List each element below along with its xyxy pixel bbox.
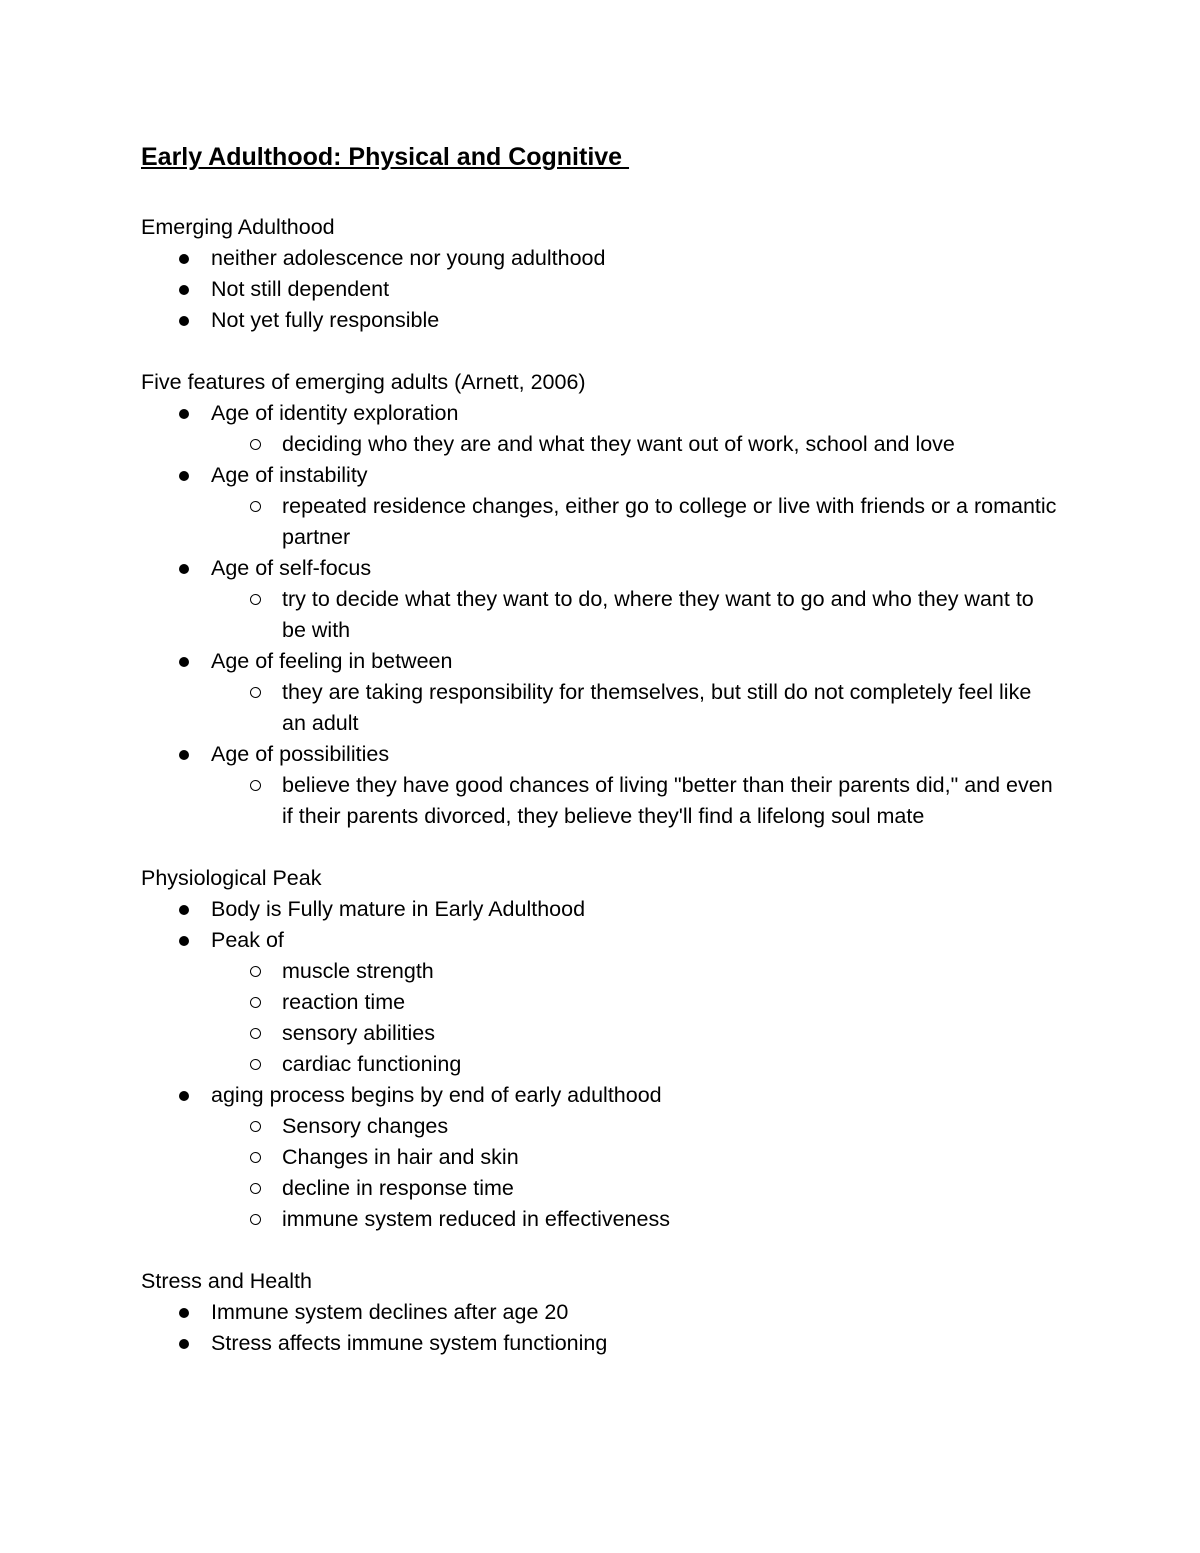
hollow-bullet-icon bbox=[250, 997, 261, 1008]
list-item-text: Not still dependent bbox=[211, 277, 390, 301]
sub-list-item bbox=[141, 491, 1061, 553]
hollow-bullet-icon bbox=[250, 594, 261, 605]
section bbox=[141, 367, 1061, 832]
list-item bbox=[141, 305, 1061, 336]
sub-bullet-list bbox=[211, 677, 1061, 739]
sub-list-item bbox=[141, 770, 1061, 832]
list-item bbox=[141, 1080, 1061, 1235]
sub-list-item bbox=[141, 677, 1061, 739]
sub-list-item-text: decline in response time bbox=[282, 1176, 514, 1200]
list-item-text: Immune system declines after age 20 bbox=[211, 1300, 569, 1324]
sub-list-item bbox=[141, 1204, 1061, 1235]
sub-list-item-text: reaction time bbox=[282, 990, 406, 1014]
sub-list-item bbox=[141, 956, 1061, 987]
hollow-bullet-icon bbox=[250, 687, 261, 698]
sub-list-item-text: deciding who they are and what they want out of work, school and love bbox=[282, 432, 955, 456]
sub-list-item-text: repeated residence changes, either go to college or live with friends or a romantic partner bbox=[282, 494, 1057, 549]
sub-list-item-text: believe they have good chances of living "better than their parents did," and even if their parents divorced, they believe they'll find a lifelong soul mate bbox=[282, 773, 1053, 828]
list-item bbox=[141, 894, 1061, 925]
hollow-bullet-icon bbox=[250, 780, 261, 791]
list-item bbox=[141, 646, 1061, 739]
sub-list-item-text: Sensory changes bbox=[282, 1114, 449, 1138]
hollow-bullet-icon bbox=[250, 1059, 261, 1070]
sub-list-item bbox=[141, 1049, 1061, 1080]
list-item-text: Stress affects immune system functioning bbox=[211, 1331, 608, 1355]
sub-list-item bbox=[141, 1018, 1061, 1049]
list-item-text: Peak of bbox=[211, 928, 284, 952]
list-item-text: neither adolescence nor young adulthood bbox=[211, 246, 606, 270]
sub-list-item bbox=[141, 1142, 1061, 1173]
bullet-list bbox=[141, 243, 1061, 336]
filled-bullet-icon bbox=[179, 1339, 189, 1349]
sub-list-item-text: sensory abilities bbox=[282, 1021, 435, 1045]
filled-bullet-icon bbox=[179, 471, 189, 481]
sub-list-item-text: try to decide what they want to do, where they want to go and who they want to be with bbox=[282, 587, 1034, 642]
sub-list-item bbox=[141, 1173, 1061, 1204]
sub-list-item-text: immune system reduced in effectiveness bbox=[282, 1207, 670, 1231]
sub-list-item bbox=[141, 429, 1061, 460]
list-item bbox=[141, 274, 1061, 305]
hollow-bullet-icon bbox=[250, 1183, 261, 1194]
list-item-text: Not yet fully responsible bbox=[211, 308, 440, 332]
document-title: Early Adulthood: Physical and Cognitive bbox=[141, 143, 630, 171]
sub-bullet-list bbox=[211, 1111, 1061, 1235]
list-item-text: Body is Fully mature in Early Adulthood bbox=[211, 897, 586, 921]
list-item bbox=[141, 739, 1061, 832]
list-item-text: Age of identity exploration bbox=[211, 401, 459, 425]
section bbox=[141, 1266, 1061, 1359]
hollow-bullet-icon bbox=[250, 501, 261, 512]
filled-bullet-icon bbox=[179, 905, 189, 915]
filled-bullet-icon bbox=[179, 657, 189, 667]
document-body bbox=[141, 212, 1061, 1390]
filled-bullet-icon bbox=[179, 564, 189, 574]
bullet-list bbox=[141, 894, 1061, 1235]
filled-bullet-icon bbox=[179, 1091, 189, 1101]
section-heading: Stress and Health bbox=[141, 1269, 312, 1293]
hollow-bullet-icon bbox=[250, 1028, 261, 1039]
bullet-list bbox=[141, 1297, 1061, 1359]
list-item-text: aging process begins by end of early adulthood bbox=[211, 1083, 662, 1107]
sub-list-item bbox=[141, 987, 1061, 1018]
filled-bullet-icon bbox=[179, 936, 189, 946]
section bbox=[141, 212, 1061, 336]
filled-bullet-icon bbox=[179, 750, 189, 760]
filled-bullet-icon bbox=[179, 409, 189, 419]
hollow-bullet-icon bbox=[250, 966, 261, 977]
list-item bbox=[141, 398, 1061, 460]
sub-list-item bbox=[141, 1111, 1061, 1142]
hollow-bullet-icon bbox=[250, 439, 261, 450]
list-item-text: Age of possibilities bbox=[211, 742, 390, 766]
list-item bbox=[141, 1297, 1061, 1328]
sub-bullet-list bbox=[211, 584, 1061, 646]
filled-bullet-icon bbox=[179, 254, 189, 264]
sub-list-item-text: muscle strength bbox=[282, 959, 434, 983]
hollow-bullet-icon bbox=[250, 1152, 261, 1163]
hollow-bullet-icon bbox=[250, 1214, 261, 1225]
list-item-text: Age of feeling in between bbox=[211, 649, 453, 673]
list-item-text: Age of self-focus bbox=[211, 556, 372, 580]
sub-list-item-text: cardiac functioning bbox=[282, 1052, 462, 1076]
filled-bullet-icon bbox=[179, 1308, 189, 1318]
sub-bullet-list bbox=[211, 770, 1061, 832]
list-item bbox=[141, 460, 1061, 553]
section-heading: Physiological Peak bbox=[141, 866, 322, 890]
sub-list-item bbox=[141, 584, 1061, 646]
bullet-list bbox=[141, 398, 1061, 832]
filled-bullet-icon bbox=[179, 285, 189, 295]
sub-bullet-list bbox=[211, 956, 1061, 1080]
hollow-bullet-icon bbox=[250, 1121, 261, 1132]
sub-bullet-list bbox=[211, 429, 1061, 460]
list-item bbox=[141, 1328, 1061, 1359]
sub-list-item-text: Changes in hair and skin bbox=[282, 1145, 519, 1169]
list-item bbox=[141, 925, 1061, 1080]
section bbox=[141, 863, 1061, 1235]
list-item-text: Age of instability bbox=[211, 463, 368, 487]
filled-bullet-icon bbox=[179, 316, 189, 326]
sub-bullet-list bbox=[211, 491, 1061, 553]
sub-list-item-text: they are taking responsibility for themselves, but still do not completely feel like an adult bbox=[282, 680, 1032, 735]
section-heading: Five features of emerging adults (Arnett, 2006) bbox=[141, 370, 586, 394]
section-heading: Emerging Adulthood bbox=[141, 215, 335, 239]
list-item bbox=[141, 243, 1061, 274]
list-item bbox=[141, 553, 1061, 646]
